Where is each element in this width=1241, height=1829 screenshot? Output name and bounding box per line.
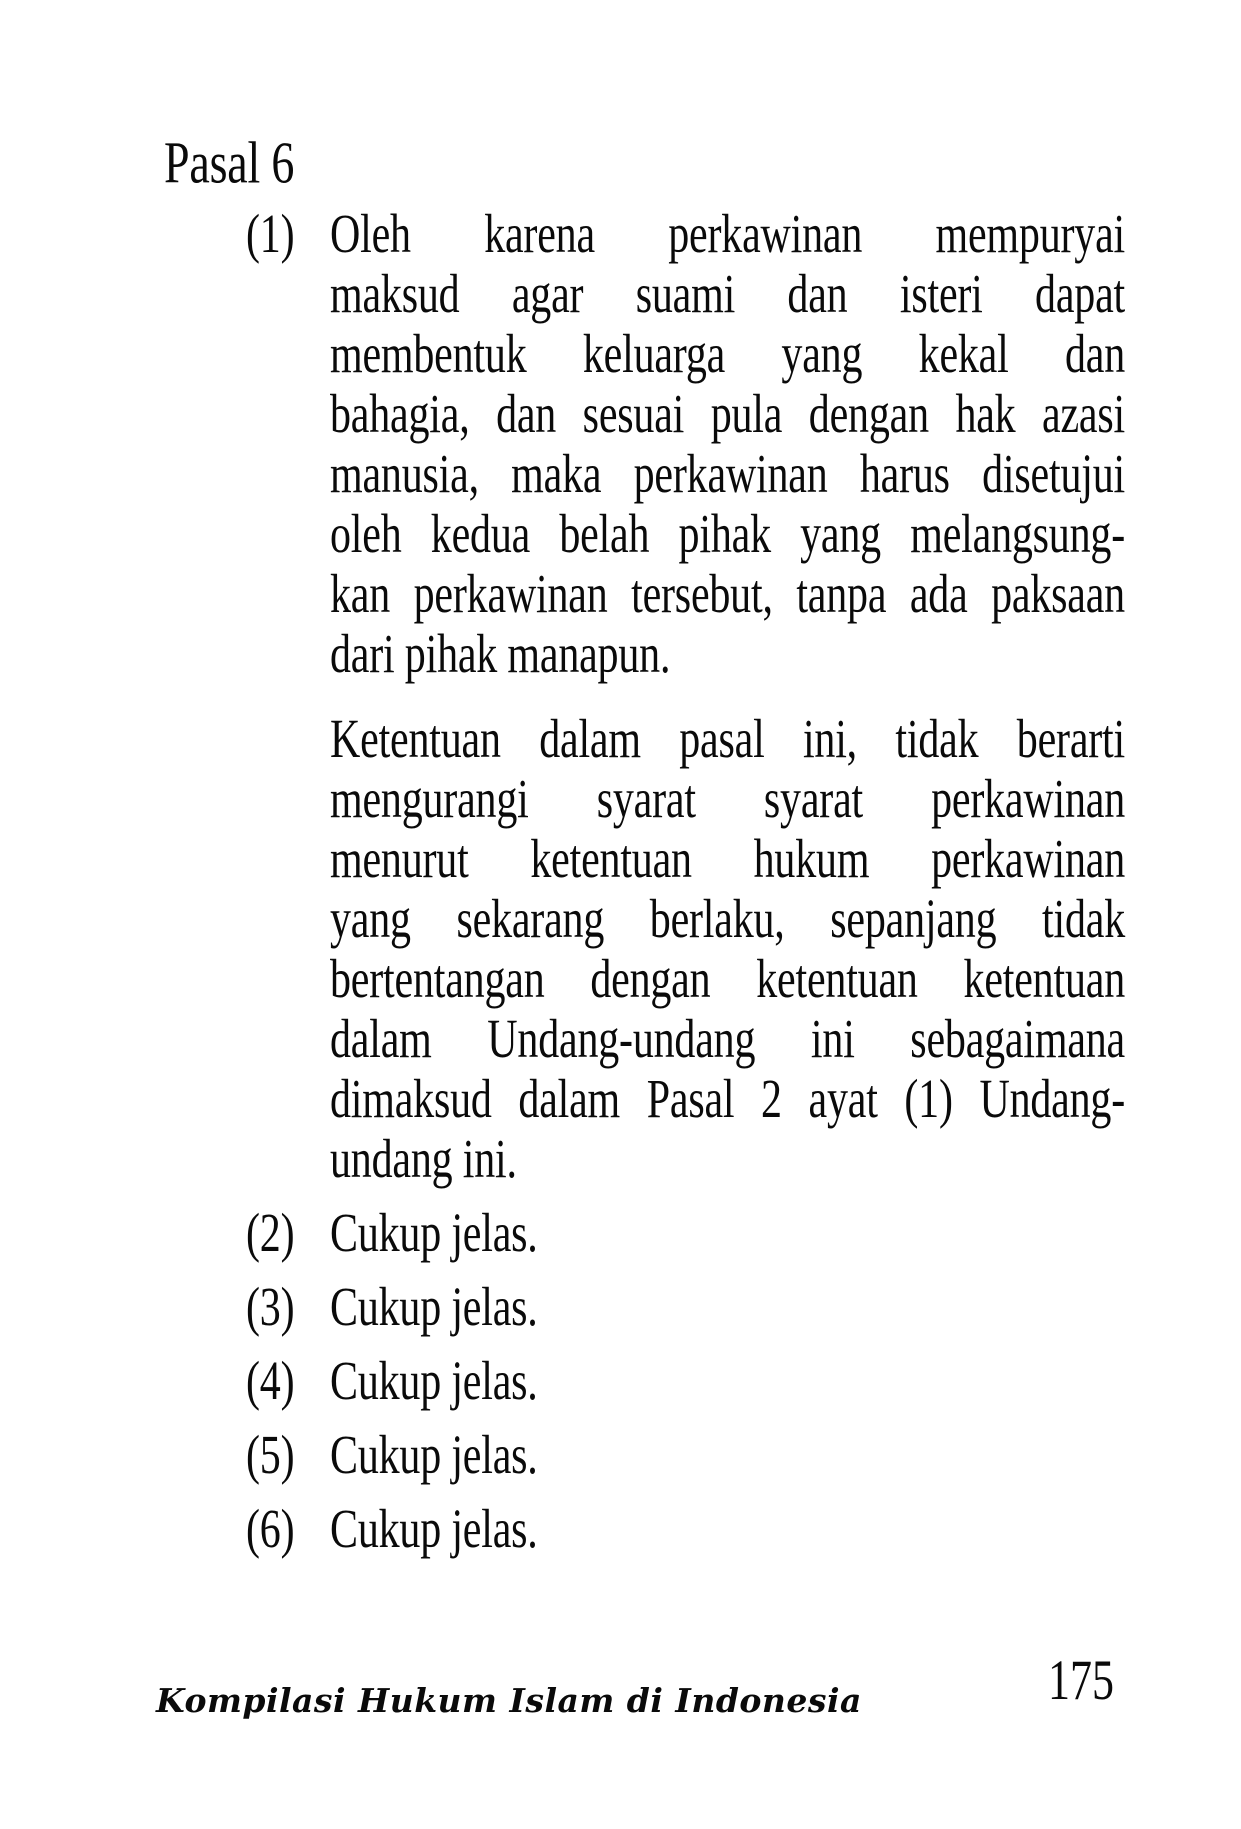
text-line: bahagia, dan sesuai pula dengan hak azasi <box>330 385 1125 445</box>
clause-text: Cukup jelas. <box>330 1426 538 1486</box>
text-line: dimaksud dalam Pasal 2 ayat (1) Undang- <box>330 1070 1125 1130</box>
clause-number: (5) <box>246 1426 295 1486</box>
clause-paragraph <box>330 205 1125 685</box>
text-line: mengurangi syarat syarat perkawinan <box>330 770 1125 830</box>
clause-text: Cukup jelas. <box>330 1352 538 1412</box>
text-line: kan perkawinan tersebut, tanpa ada paksaan <box>330 565 1125 625</box>
text-line: yang sekarang berlaku, sepanjang tidak <box>330 890 1125 950</box>
text-line: undang ini. <box>330 1130 517 1190</box>
clause-text: Cukup jelas. <box>330 1278 538 1338</box>
text-line: menurut ketentuan hukum perkawinan <box>330 830 1125 890</box>
text-line: membentuk keluarga yang kekal dan <box>330 325 1125 385</box>
page-number: 175 <box>1048 1648 1114 1713</box>
clause-paragraph <box>330 710 1125 1190</box>
footer-book-title: Kompilasi Hukum Islam di Indonesia <box>156 1681 862 1720</box>
clause-number: (3) <box>246 1278 295 1338</box>
text-line: Ketentuan dalam pasal ini, tidak berarti <box>330 710 1125 770</box>
text-line: oleh kedua belah pihak yang melangsung- <box>330 505 1125 565</box>
clause-number: (6) <box>246 1500 295 1560</box>
clause-number: (2) <box>246 1204 295 1264</box>
clause-number: (1) <box>246 205 295 265</box>
text-line: Oleh karena perkawinan mempuryai <box>330 205 1125 265</box>
article-heading: Pasal 6 <box>164 129 295 196</box>
text-line: bertentangan dengan ketentuan ketentuan <box>330 950 1125 1010</box>
clause-text: Cukup jelas. <box>330 1204 538 1264</box>
clause-text: Cukup jelas. <box>330 1500 538 1560</box>
clause-number: (4) <box>246 1352 295 1412</box>
text-line: dari pihak manapun. <box>330 625 671 685</box>
text-line: manusia, maka perkawinan harus disetujui <box>330 445 1125 505</box>
text-line: dalam Undang-undang ini sebagaimana <box>330 1010 1125 1070</box>
text-line: maksud agar suami dan isteri dapat <box>330 265 1125 325</box>
